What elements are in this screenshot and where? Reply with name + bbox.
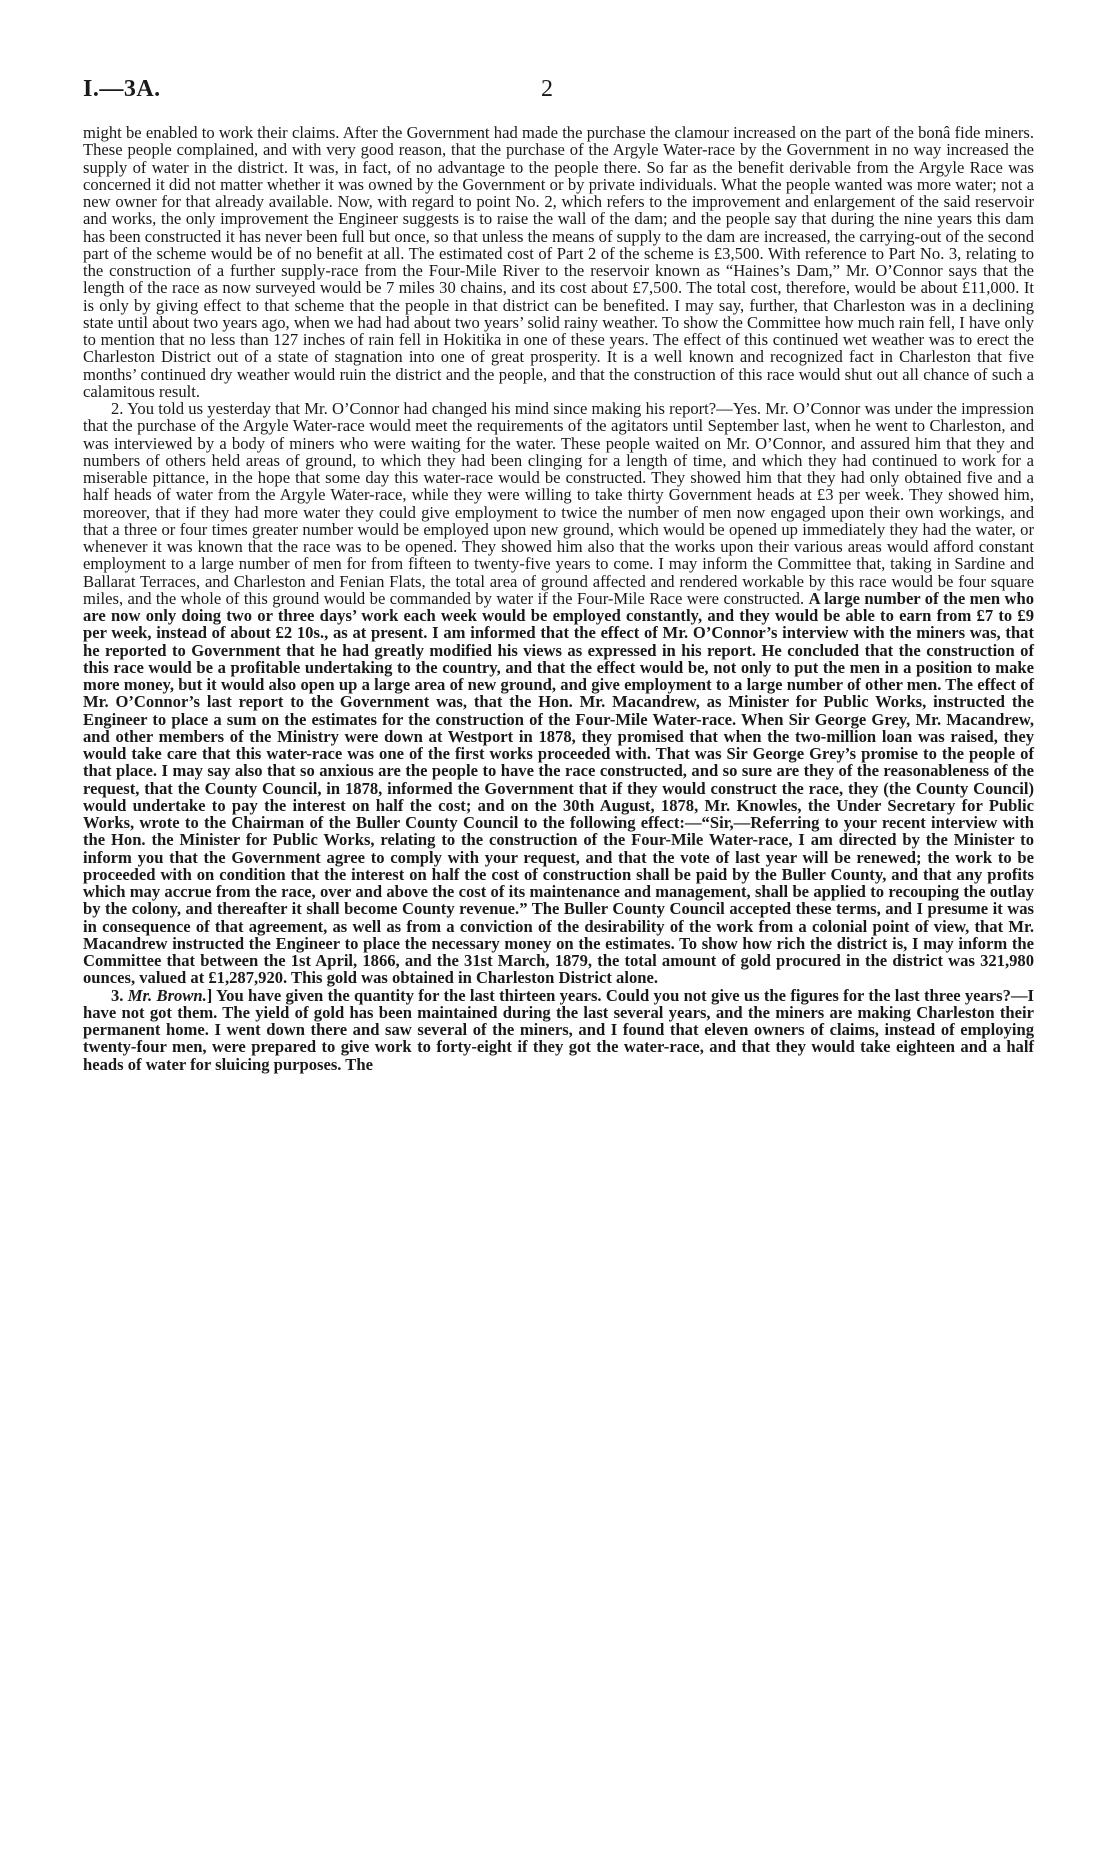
question-speaker: Mr. Brown.	[127, 985, 207, 1005]
paragraph-question-2-bold-text: A large number of the men who are now only doing two or three days’ work each week would be employed constantly, and they would be able to earn from £7 to £9 per week, instead of about £2 10s., as at present. I am informed that the effect of Mr. O’Connor’s interview with the miners was, that he reported to Government that he had greatly modified his views as expressed in his report. He concluded that the construction of this race would be a profitable undertaking to the country, and that the effect would be, not only to put the men in a position to make more money, but it would also open up a large area of new ground, and give employment to a large number of other men. The effect of Mr. O’Connor’s last report to the Government was, that the Hon. Mr. Macandrew, as Minister for Public Works, instructed the Engineer to place a sum on the estimates for the construction of the Four-Mile Water-race. When Sir George Grey, Mr. Macandrew, and other members of the Ministry were down at Westport in 1878, they promised that when the two-million loan was raised, they would take care that this water-race was one of the first works proceeded with. That was Sir George Grey’s promise to the people of that place. I may say also that so anxious are the people to have the race constructed, and so sure are they of the reasonableness of the request, that the County Council, in 1878, informed the Government that if they would construct the race, they (the County Council) would undertake to pay the interest on half the cost; and on the 30th August, 1878, Mr. Knowles, the Under Secretary for Public Works, wrote to the Chairman of the Buller County Council to the following effect:—“Sir,—Referring to your recent interview with the Hon. the Minister for Public Works, relating to the construction of the Four-Mile Water-race, I am directed by the Minister to inform you that the Government agree to comply with your request, and that the vote of last year will be renewed; the work to be proceeded with on condition that the interest on half the cost of construction shall be paid by the Buller County, and that any profits which may accrue from the race, over and above the cost of its maintenance and management, shall be applied to recouping the outlay by the colony, and thereafter it shall become County revenue.” The Buller County Council accepted these terms, and I presume it was in consequence of that agreement, as well as from a conviction of the desirability of the work from a colonial point of view, that Mr. Macandrew instructed the Engineer to place the necessary money on the estimates. To show how rich the district is, I may inform the Committee that between the 1st April, 1866, and the 31st March, 1879, the total amount of gold procured in the district was 321,980 ounces, valued at £1,287,920. This gold was obtained in Charleston District alone.	[83, 588, 1034, 988]
page-header	[83, 76, 1033, 110]
paragraph-question-3	[83, 987, 1034, 1073]
question-number: 3.	[111, 985, 128, 1005]
paragraph-question-2	[83, 400, 1034, 987]
paragraph-question-3-text: ] You have given the quantity for the last thirteen years. Could you not give us the figures for the last three years?—I have not got them. The yield of gold has been maintained during the last several years, and the miners are making Charleston their permanent home. I went down there and saw several of the miners, and I found that eleven owners of claims, instead of employing twenty-four men, were prepared to give work to forty-eight if they got the water-race, and that they would take eighteen and a half heads of water for sluicing purposes. The	[83, 985, 1034, 1074]
paragraph-question-2-text: 2. You told us yesterday that Mr. O’Connor had changed his mind since making his report?—Yes. Mr. O’Connor was under the impression that the purchase of the Argyle Water-race would meet the requirements of the agitators until September last, when he went to Charleston, and was interviewed by a body of miners who were waiting for the water. These people waited on Mr. O’Connor, and assured him that they and numbers of others held areas of ground, to which they had been clinging for a length of time, and which they had continued to work for a miserable pittance, in the hope that some day this water-race would be constructed. They showed him that they had only obtained five and a half heads of water from the Argyle Water-race, while they were willing to take thirty Government heads at £3 per week. They showed him, moreover, that if they had more water they could give employment to twice the number of men now engaged upon their own workings, and that a three or four times greater number would be employed upon new ground, which would be opened up immediately they had the water, or whenever it was known that the race was to be opened. They showed him also that the works upon their various areas would afford constant employment to a large number of men for from fifteen to twenty-five years to come. I may inform the Committee that, taking in Sardine and Ballarat Terraces, and Charleston and Fenian Flats, the total area of ground affected and rendered workable by this race would be four square miles, and the whole of this ground would be commanded by water if the Four-Mile Race were constructed.	[83, 399, 1034, 608]
document-body	[83, 124, 1034, 1073]
document-reference: I.—3A.	[83, 76, 161, 102]
page-number: 2	[541, 76, 553, 102]
paragraph-continued: might be enabled to work their claims. After the Government had made the purchase the clamour increased on the part of the bonâ fide miners. These people complained, and with very good reason, that the purchase of the Argyle Water-race by the Government in no way increased the supply of water in the district. It was, in fact, of no advantage to the people there. So far as the benefit derivable from the Argyle Race was concerned it did not matter whether it was owned by the Government or by private individuals. What the people wanted was more water; not a new owner for that already available. Now, with regard to point No. 2, which refers to the improvement and enlargement of the said reservoir and works, the only improvement the Engineer suggests is to raise the wall of the dam; and the people say that during the nine years this dam has been constructed it has never been full but once, so that unless the means of supply to the dam are increased, the carrying-out of the second part of the scheme would be of no benefit at all. The estimated cost of Part 2 of the scheme is £3,500. With reference to Part No. 3, relating to the construction of a further supply-race from the Four-Mile River to the reservoir known as “Haines’s Dam,” Mr. O’Connor says that the length of the race as now surveyed would be 7 miles 30 chains, and its cost about £7,500. The total cost, therefore, would be about £11,000. It is only by giving effect to that scheme that the people in that district can be benefited. I may say, further, that Charleston was in a declining state until about two years ago, when we had had about two years’ solid rainy weather. To show the Committee how much rain fell, I have only to mention that no less than 127 inches of rain fell in Hokitika in one of these years. The effect of this continued wet weather was to erect the Charleston District out of a state of stagnation into one of great prosperity. It is a well known and recognized fact in Charleston that five months’ continued dry weather would ruin the district and the people, and that the construction of this race would shut out all chance of such a calamitous result.	[83, 123, 1034, 401]
